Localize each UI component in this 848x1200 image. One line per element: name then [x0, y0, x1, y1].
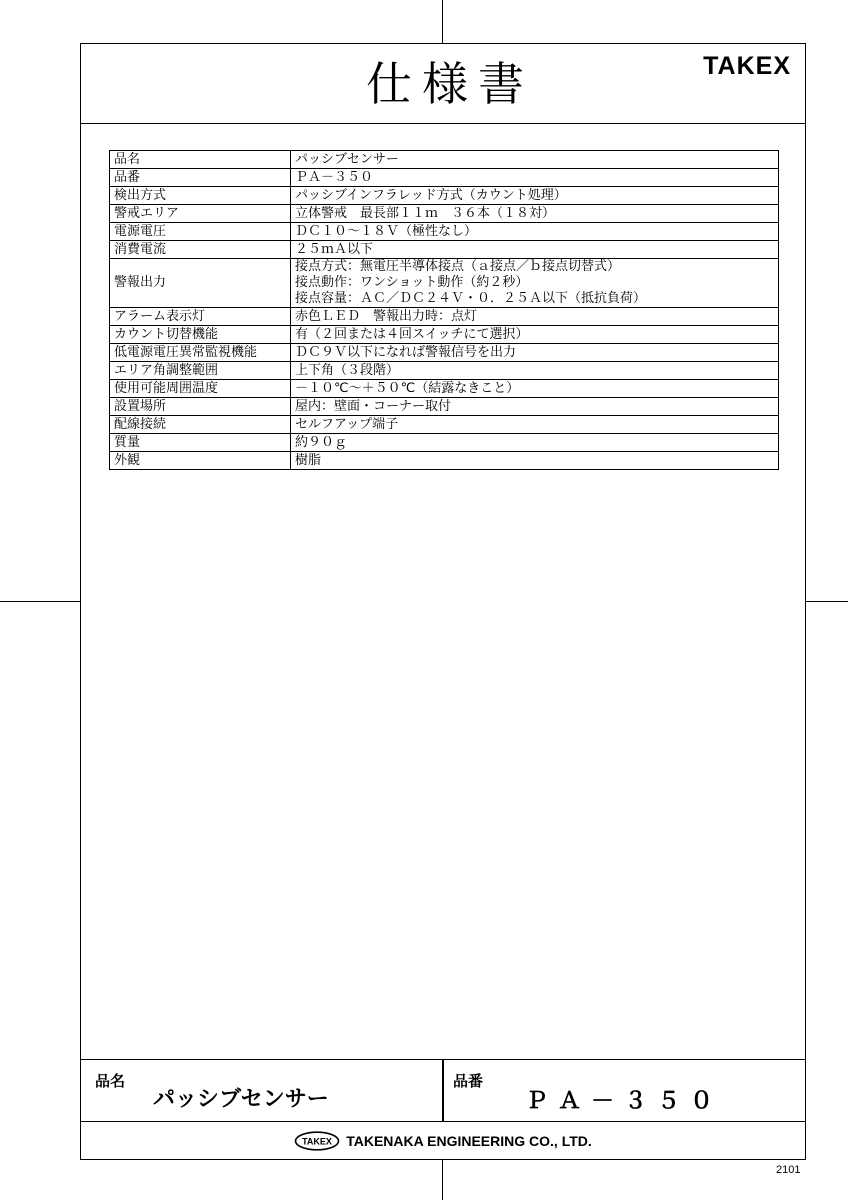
footer	[81, 1059, 805, 1159]
spec-value	[291, 416, 779, 434]
spec-label: 品名	[110, 151, 291, 169]
spec-value-line: 接点容量：ＡＣ／ＤＣ２４Ｖ・０．２５Ａ以下（抵抗負荷）	[295, 291, 647, 306]
spec-row	[110, 223, 779, 241]
spec-value-line: 屋内：壁面・コーナー取付	[295, 398, 452, 414]
footer-number-value: ＰＡ－３５０	[525, 1088, 723, 1114]
spec-row	[110, 151, 779, 169]
spec-value-line: ２５ｍＡ以下	[295, 241, 374, 257]
spec-value-line: ＤＣ９Ｖ以下になれば警報信号を出力	[295, 344, 517, 360]
spec-label: エリア角調整範囲	[110, 362, 291, 380]
spec-value-line: 立体警戒 最長部１１ｍ ３６本（１８対）	[295, 205, 556, 221]
spec-value	[291, 434, 779, 452]
footer-name-value: パッシブセンサー	[153, 1087, 329, 1112]
spec-value	[291, 169, 779, 187]
spec-value-line: 接点方式：無電圧半導体接点（ａ接点／ｂ接点切替式）	[295, 259, 621, 274]
spec-row	[110, 344, 779, 362]
spec-value	[291, 362, 779, 380]
spec-value-line: パッシブセンサー	[295, 151, 399, 167]
spec-row	[110, 326, 779, 344]
spec-label: 配線接続	[110, 416, 291, 434]
spec-label: 設置場所	[110, 398, 291, 416]
spec-row	[110, 187, 779, 205]
spec-label: 検出方式	[110, 187, 291, 205]
spec-value-line: 樹脂	[295, 452, 322, 468]
spec-row	[110, 434, 779, 452]
spec-value	[291, 380, 779, 398]
spec-value	[291, 187, 779, 205]
spec-value	[291, 223, 779, 241]
spec-label: 外観	[110, 452, 291, 470]
spec-label: 低電源電圧異常監視機能	[110, 344, 291, 362]
spec-row	[110, 398, 779, 416]
spec-value	[291, 452, 779, 470]
spec-row	[110, 241, 779, 259]
spec-sheet	[80, 43, 806, 1160]
document-code: 2101	[776, 1164, 801, 1176]
brand-logo-text: TAKEX	[703, 52, 791, 80]
crop-mark-top	[442, 0, 443, 44]
spec-value	[291, 241, 779, 259]
spec-value	[291, 398, 779, 416]
spec-row	[110, 380, 779, 398]
footer-divider	[442, 1060, 444, 1122]
spec-label: 使用可能周囲温度	[110, 380, 291, 398]
spec-row	[110, 308, 779, 326]
crop-mark-right	[806, 601, 848, 602]
spec-value-line: セルフアップ端子	[295, 416, 399, 432]
spec-row	[110, 416, 779, 434]
spec-value-line: 赤色ＬＥＤ 警報出力時：点灯	[295, 308, 478, 324]
page-title: 仕様書	[366, 57, 534, 111]
footer-name-label: 品名	[95, 1072, 126, 1090]
spec-row	[110, 362, 779, 380]
spec-label: カウント切替機能	[110, 326, 291, 344]
spec-row	[110, 259, 779, 308]
spec-value-line: ＤＣ１０～１８Ｖ（極性なし）	[295, 223, 478, 239]
spec-label: 品番	[110, 169, 291, 187]
company-logo-text: TAKEX	[302, 1136, 333, 1147]
spec-table	[109, 150, 779, 470]
spec-value	[291, 326, 779, 344]
footer-product-row	[81, 1060, 805, 1122]
spec-value	[291, 344, 779, 362]
spec-value-line: －１０℃～＋５０℃（結露なきこと）	[295, 380, 520, 396]
crop-mark-bottom	[442, 1160, 443, 1200]
spec-value-line: ＰＡ－３５０	[295, 169, 374, 185]
spec-label: 電源電圧	[110, 223, 291, 241]
spec-value-line: 有（２回または４回スイッチにて選択）	[295, 326, 529, 342]
spec-row	[110, 452, 779, 470]
spec-value	[291, 151, 779, 169]
spec-value-line: 接点動作：ワンショット動作（約２秒）	[295, 275, 529, 290]
spec-value-line: パッシブインフラレッド方式（カウント処理）	[295, 187, 567, 203]
spec-value	[291, 308, 779, 326]
spec-row	[110, 205, 779, 223]
spec-value	[291, 205, 779, 223]
spec-label: 警戒エリア	[110, 205, 291, 223]
spec-label: 質量	[110, 434, 291, 452]
spec-value-line: 上下角（３段階）	[295, 362, 400, 378]
company-row	[81, 1122, 805, 1160]
spec-row	[110, 169, 779, 187]
spec-value	[291, 259, 779, 308]
spec-label: アラーム表示灯	[110, 308, 291, 326]
spec-table-body	[110, 151, 779, 470]
takex-oval-logo-icon	[294, 1131, 340, 1151]
header	[81, 44, 805, 124]
spec-label: 消費電流	[110, 241, 291, 259]
company-name: TAKENAKA ENGINEERING CO., LTD.	[346, 1133, 592, 1149]
spec-label: 警報出力	[110, 259, 291, 308]
crop-mark-left	[0, 601, 80, 602]
footer-number-label: 品番	[453, 1072, 484, 1090]
spec-value-line: 約９０ｇ	[295, 434, 348, 450]
